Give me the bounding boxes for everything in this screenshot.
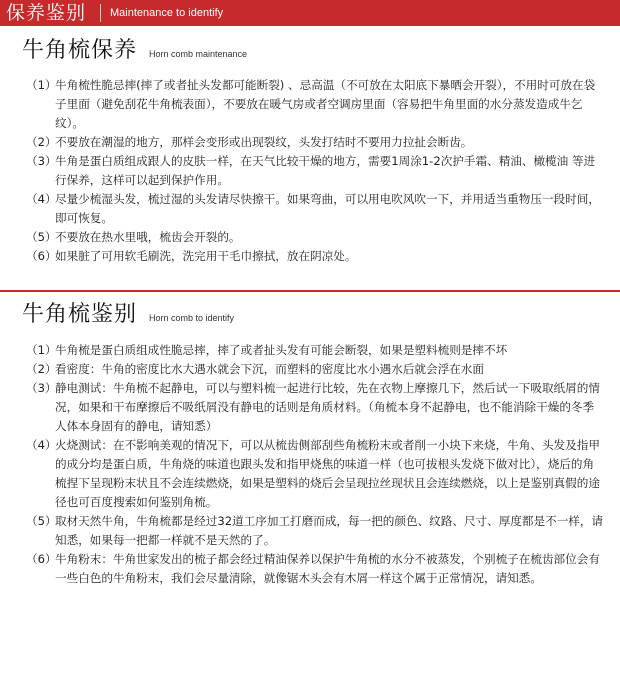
- item-number: （6）: [26, 552, 57, 566]
- section-title-en: Horn comb maintenance: [149, 49, 248, 59]
- list-item: [26, 152, 604, 190]
- header-subtitle: Maintenance to identify: [110, 7, 224, 19]
- item-number: （2）: [26, 362, 57, 376]
- list-item: [26, 360, 604, 379]
- section-title-cn: 牛角梳鉴别: [22, 302, 138, 327]
- item-number: （3）: [26, 381, 57, 395]
- item-text: 牛角是蛋白质组成跟人的皮肤一样，在天气比较干燥的地方，需要1周涂1-2次护手霜、精油、橄榄油 等进行保养，这样可以起到保护作用。: [55, 154, 596, 187]
- list-item: [26, 550, 604, 588]
- item-number: （1）: [26, 343, 57, 357]
- header-bar: [0, 0, 620, 26]
- list-item: [26, 76, 604, 133]
- item-text: 不要放在潮湿的地方，那样会变形或出现裂纹，头发打结时不要用力拉扯会断齿。: [55, 135, 473, 149]
- header-separator: [100, 4, 101, 22]
- item-text: 牛角梳性脆忌摔(摔了或者扯头发都可能断裂) 、忌高温（不可放在太阳底下暴晒会开裂），不用时可放在袋子里面（避免刮花牛角梳表面），不要放在暖气房或者空调房里面（容易把牛角里面的水分蒸发造成牛乞纹）。: [55, 78, 596, 130]
- item-text: 尽量少梳湿头发，梳过湿的头发请尽快擦干。如果弯曲，可以用电吹风吹一下，并用适当重物压一段时间，即可恢复。: [55, 192, 600, 225]
- item-text: 火烧测试：在不影响美观的情况下，可以从梳齿侧部刮些角梳粉末或者削一小块下来烧，牛角、头发及指甲的成分均是蛋白质，牛角烧的味道也跟头发和指甲烧焦的味道一样（也可拔根头发烧下做对比），烧后的角梳捏下呈现粉末状且不会连续燃烧，如果是塑料的烧后会呈现拉丝现状且会连续燃烧，以上是鉴别真假的途径也可百度搜索如何鉴别角梳。: [55, 438, 600, 509]
- section-maintenance-title: [22, 33, 247, 64]
- list-item: [26, 379, 604, 436]
- section-title-cn: 牛角梳保养: [22, 38, 138, 63]
- list-item: [26, 512, 604, 550]
- list-item: [26, 341, 604, 360]
- list-item: [26, 190, 604, 228]
- item-number: （6）: [26, 249, 57, 263]
- item-text: 牛角粉末：牛角世家发出的梳子都会经过精油保养以保护牛角梳的水分不被蒸发，个别梳子在梳齿部位会有一些白色的牛角粉末，我们会尽量清除，就像锯木头会有木屑一样这个属于正常情况，请知悉。: [55, 552, 600, 585]
- item-text: 取材天然牛角，牛角梳都是经过32道工序加工打磨而成，每一把的颜色、纹路、尺寸、厚度都是不一样，请知悉，如果每一把都一样就不是天然的了。: [55, 514, 604, 547]
- list-item: [26, 228, 604, 247]
- item-number: （4）: [26, 192, 57, 206]
- item-text: 牛角梳是蛋白质组成性脆忌摔，摔了或者扯头发有可能会断裂，如果是塑料梳则是摔不坏: [55, 343, 508, 357]
- item-text: 如果脏了可用软毛刷洗，洗完用干毛巾擦拭，放在阴凉处。: [55, 249, 357, 263]
- item-text: 不要放在热水里哦，梳齿会开裂的。: [55, 230, 241, 244]
- item-number: （1）: [26, 78, 57, 92]
- item-number: （5）: [26, 514, 57, 528]
- item-text: 看密度：牛角的密度比水大遇水就会下沉，而塑料的密度比水小遇水后就会浮在水面: [55, 362, 484, 376]
- section-title-en: Horn comb to identify: [149, 313, 235, 323]
- item-text: 静电测试：牛角梳不起静电，可以与塑料梳一起进行比较，先在衣物上摩擦几下，然后试一下吸取纸屑的情况，如果和干布摩擦后不吸纸屑没有静电的话则是角质材料。（角梳本身不起静电，也不能消除干燥的冬季人体本身固有的静电，请知悉）: [55, 381, 600, 433]
- list-item: [26, 133, 604, 152]
- item-number: （3）: [26, 154, 57, 168]
- identify-list: [26, 341, 604, 588]
- section-divider: [0, 290, 620, 292]
- list-item: [26, 436, 604, 512]
- section-identify-title: [22, 297, 234, 328]
- item-number: （2）: [26, 135, 57, 149]
- item-number: （4）: [26, 438, 57, 452]
- header-title: 保养鉴别: [6, 2, 87, 24]
- item-number: （5）: [26, 230, 57, 244]
- list-item: [26, 247, 604, 266]
- maintenance-list: [26, 76, 604, 266]
